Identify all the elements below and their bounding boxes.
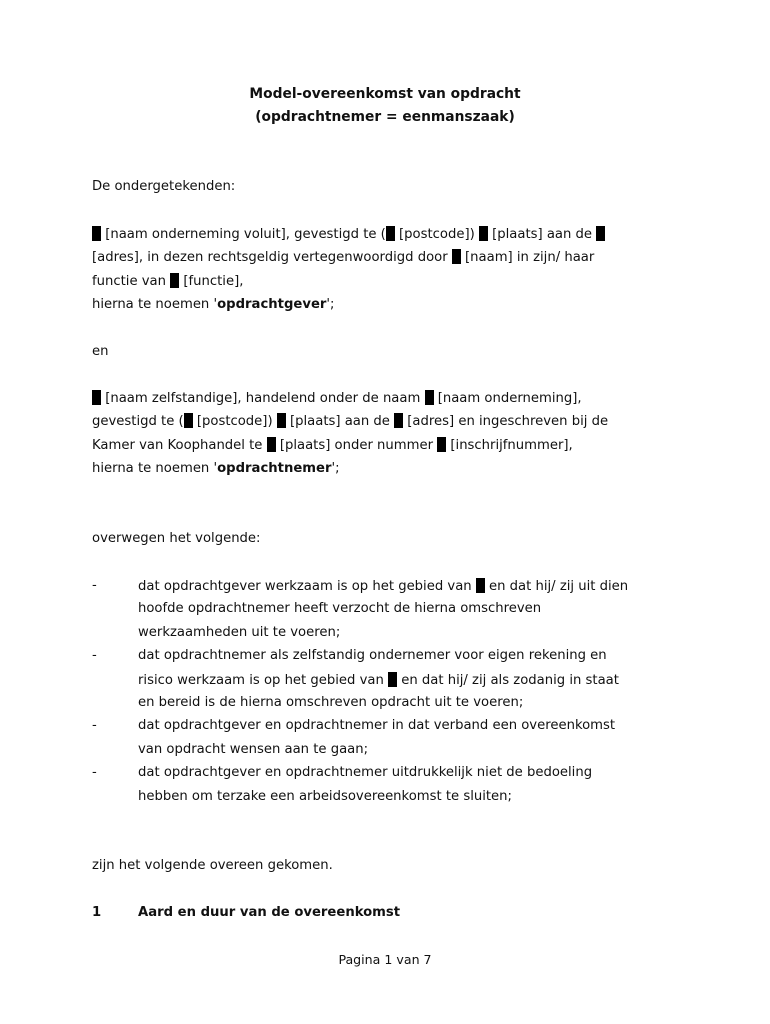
consideration-3-line2: van opdracht wensen aan te gaan; — [138, 742, 369, 757]
consideration-1-line1: dat opdrachtgever werkzaam is op het gebied van en dat hij/ zij uit dien — [138, 579, 629, 594]
redaction-mark — [92, 226, 101, 241]
consideration-4-line1: dat opdrachtgever en opdrachtnemer uitdrukkelijk niet de bedoeling — [138, 765, 593, 780]
section-heading: Aard en duur van de overeenkomst — [138, 905, 401, 920]
redaction-mark — [170, 273, 179, 288]
redaction-mark — [452, 249, 461, 264]
redaction-mark — [394, 413, 403, 428]
party1-line4: hierna te noemen 'opdrachtgever'; — [92, 297, 335, 312]
conjunction-text: en — [92, 344, 109, 359]
redaction-mark — [277, 413, 286, 428]
list-dash: - — [92, 718, 97, 733]
redaction-mark — [388, 672, 397, 687]
party2-line3: Kamer van Koophandel te [plaats] onder nummer [inschrijfnummer], — [92, 438, 573, 453]
intro-text: De ondergetekenden: — [92, 179, 236, 194]
list-dash: - — [92, 765, 97, 780]
considerations-intro: overwegen het volgende: — [92, 531, 261, 546]
consideration-1-line3: werkzaamheden uit te voeren; — [138, 625, 341, 640]
document-title: Model-overeenkomst van opdracht — [249, 86, 521, 102]
party1-line2: [adres], in dezen rechtsgeldig vertegenwoordigd door [naam] in zijn/ haar — [92, 250, 595, 265]
party2-role: opdrachtnemer — [217, 461, 332, 476]
redaction-mark — [476, 578, 485, 593]
redaction-mark — [92, 390, 101, 405]
party2-line2: gevestigd te ( [postcode]) [plaats] aan de [adres] en ingeschreven bij de — [92, 414, 609, 429]
redaction-mark — [437, 437, 446, 452]
redaction-mark — [425, 390, 434, 405]
redaction-mark — [184, 413, 193, 428]
consideration-2-line3: en bereid is de hierna omschreven opdracht uit te voeren; — [138, 695, 524, 710]
consideration-4-line2: hebben om terzake een arbeidsovereenkomst te sluiten; — [138, 789, 512, 804]
redaction-mark — [479, 226, 488, 241]
party1-role: opdrachtgever — [217, 297, 327, 312]
party2-line4: hierna te noemen 'opdrachtnemer'; — [92, 461, 340, 476]
document-subtitle: (opdrachtnemer = eenmanszaak) — [255, 109, 515, 125]
consideration-1-line2: hoofde opdrachtnemer heeft verzocht de hierna omschreven — [138, 601, 542, 616]
list-dash: - — [92, 578, 97, 593]
consideration-2-line2: risico werkzaam is op het gebied van en dat hij/ zij als zodanig in staat — [138, 673, 619, 688]
redaction-mark — [596, 226, 605, 241]
agreed-text: zijn het volgende overeen gekomen. — [92, 858, 333, 873]
redaction-mark — [386, 226, 395, 241]
party2-line1: [naam zelfstandige], handelend onder de naam [naam onderneming], — [92, 390, 582, 407]
section-number: 1 — [92, 905, 102, 920]
consideration-2-line1: dat opdrachtnemer als zelfstandig ondernemer voor eigen rekening en — [138, 648, 607, 663]
list-dash: - — [92, 648, 97, 663]
party1-line1: [naam onderneming voluit], gevestigd te ( [postcode]) [plaats] aan de — [92, 226, 605, 243]
redaction-mark — [267, 437, 276, 452]
consideration-3-line1: dat opdrachtgever en opdrachtnemer in dat verband een overeenkomst — [138, 718, 616, 733]
page-footer: Pagina 1 van 7 — [338, 952, 432, 967]
party1-line3: functie van [functie], — [92, 274, 244, 289]
